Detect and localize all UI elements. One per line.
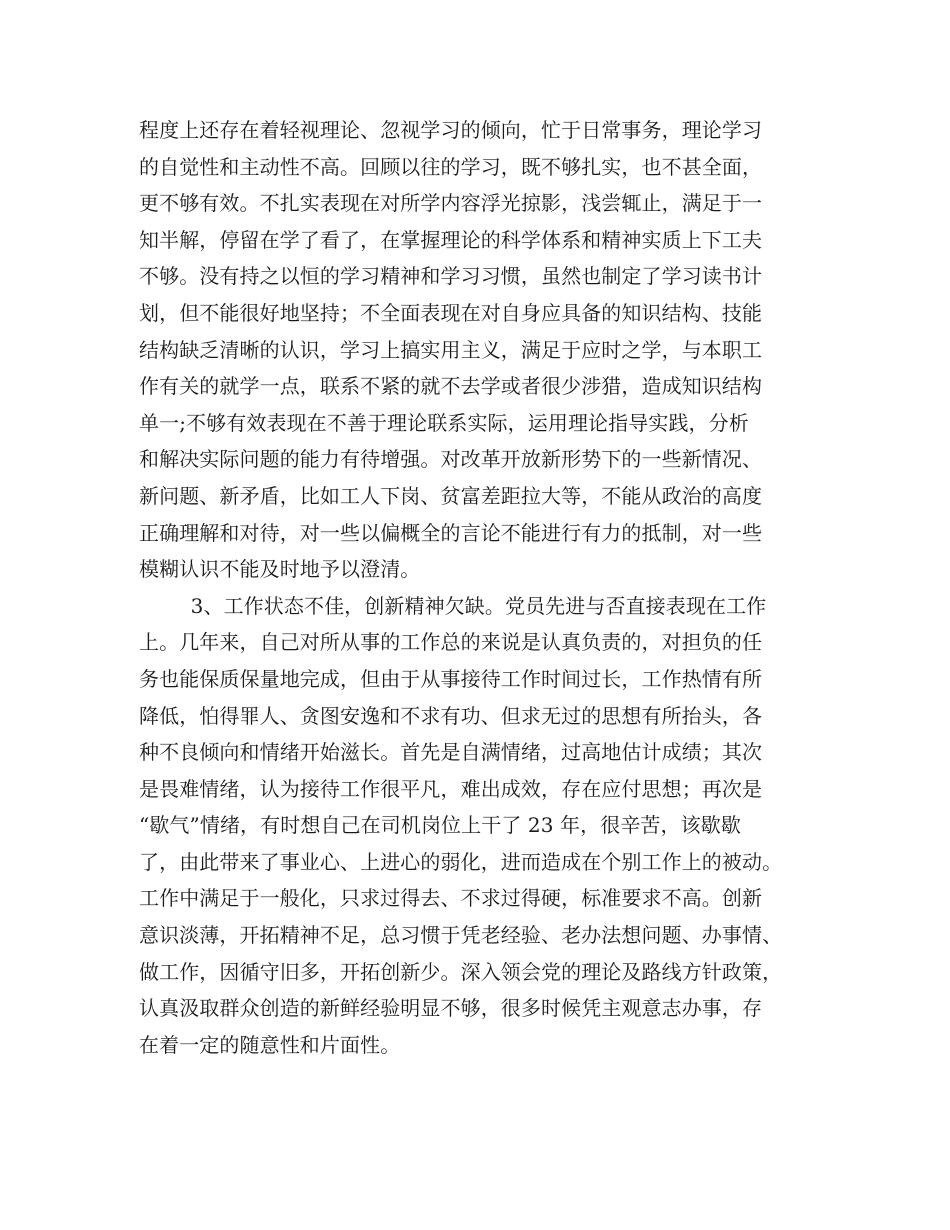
paragraph-start-line: 3、工作状态不佳，创新精神欠缺。党员先进与否直接表现在工作 <box>139 593 767 618</box>
text-line: 务也能保质保量地完成，但由于从事接待工作时间过长，工作热情有所 <box>139 666 763 691</box>
text-line: 种不良倾向和情绪开始滋长。首先是自满情绪，过高地估计成绩；其次 <box>139 740 763 765</box>
text-line: 了，由此带来了事业心、上进心的弱化，进而造成在个别工作上的被动。 <box>139 849 783 874</box>
text-line: 新问题、新矛盾，比如工人下岗、贫富差距拉大等，不能从政治的高度 <box>139 483 763 508</box>
text-line: 认真汲取群众创造的新鲜经验明显不够，很多时候凭主观意志办事，存 <box>139 996 763 1021</box>
body-text <box>139 112 839 1063</box>
text-line: 做工作，因循守旧多，开拓创新少。深入领会党的理论及路线方针政策， <box>139 959 783 984</box>
text-line: 在着一定的随意性和片面性。 <box>139 1032 401 1057</box>
text-line: 模糊认识不能及时地予以澄清。 <box>139 557 421 582</box>
text-line: 意识淡薄，开拓精神不足，总习惯于凭老经验、老办法想问题、办事情、 <box>139 923 783 948</box>
text-line: 的自觉性和主动性不高。回顾以往的学习，既不够扎实，也不甚全面， <box>139 154 763 179</box>
text-line: 更不够有效。不扎实表现在对所学内容浮光掠影，浅尝辄止，满足于一 <box>139 191 763 216</box>
text-line: 降低，怕得罪人、贪图安逸和不求有功、但求无过的思想有所抬头，各 <box>139 703 763 728</box>
text-line: “歇气”情绪，有时想自己在司机岗位上干了 23 年，很辛苦，该歇歇 <box>139 813 741 838</box>
text-line: 作有关的就学一点，联系不紧的就不去学或者很少涉猎，造成知识结构 <box>139 374 763 399</box>
text-line: 知半解，停留在学了看了，在掌握理论的科学体系和精神实质上下工夫 <box>139 227 763 252</box>
text-line: 不够。没有持之以恒的学习精神和学习习惯，虽然也制定了学习读书计 <box>139 264 763 289</box>
text-line: 正确理解和对待，对一些以偏概全的言论不能进行有力的抵制，对一些 <box>139 520 763 545</box>
text-line: 结构缺乏清晰的认识，学习上搞实用主义，满足于应时之学，与本职工 <box>139 337 763 362</box>
text-line: 程度上还存在着轻视理论、忽视学习的倾向，忙于日常事务，理论学习 <box>139 118 763 142</box>
text-line: 划，但不能很好地坚持；不全面表现在对自身应具备的知识结构、技能 <box>139 300 763 325</box>
text-line: 和解决实际问题的能力有待增强。对改革开放新形势下的一些新情况、 <box>139 447 763 472</box>
text-line: 工作中满足于一般化，只求过得去、不求过得硬，标准要求不高。创新 <box>139 886 763 911</box>
text-line: 是畏难情绪，认为接待工作很平凡，难出成效，存在应付思想；再次是 <box>139 776 763 801</box>
text-line: 上。几年来，自己对所从事的工作总的来说是认真负责的，对担负的任 <box>139 630 763 655</box>
text-line: 单一;不够有效表现在不善于理论联系实际，运用理论指导实践，分析 <box>139 410 749 435</box>
